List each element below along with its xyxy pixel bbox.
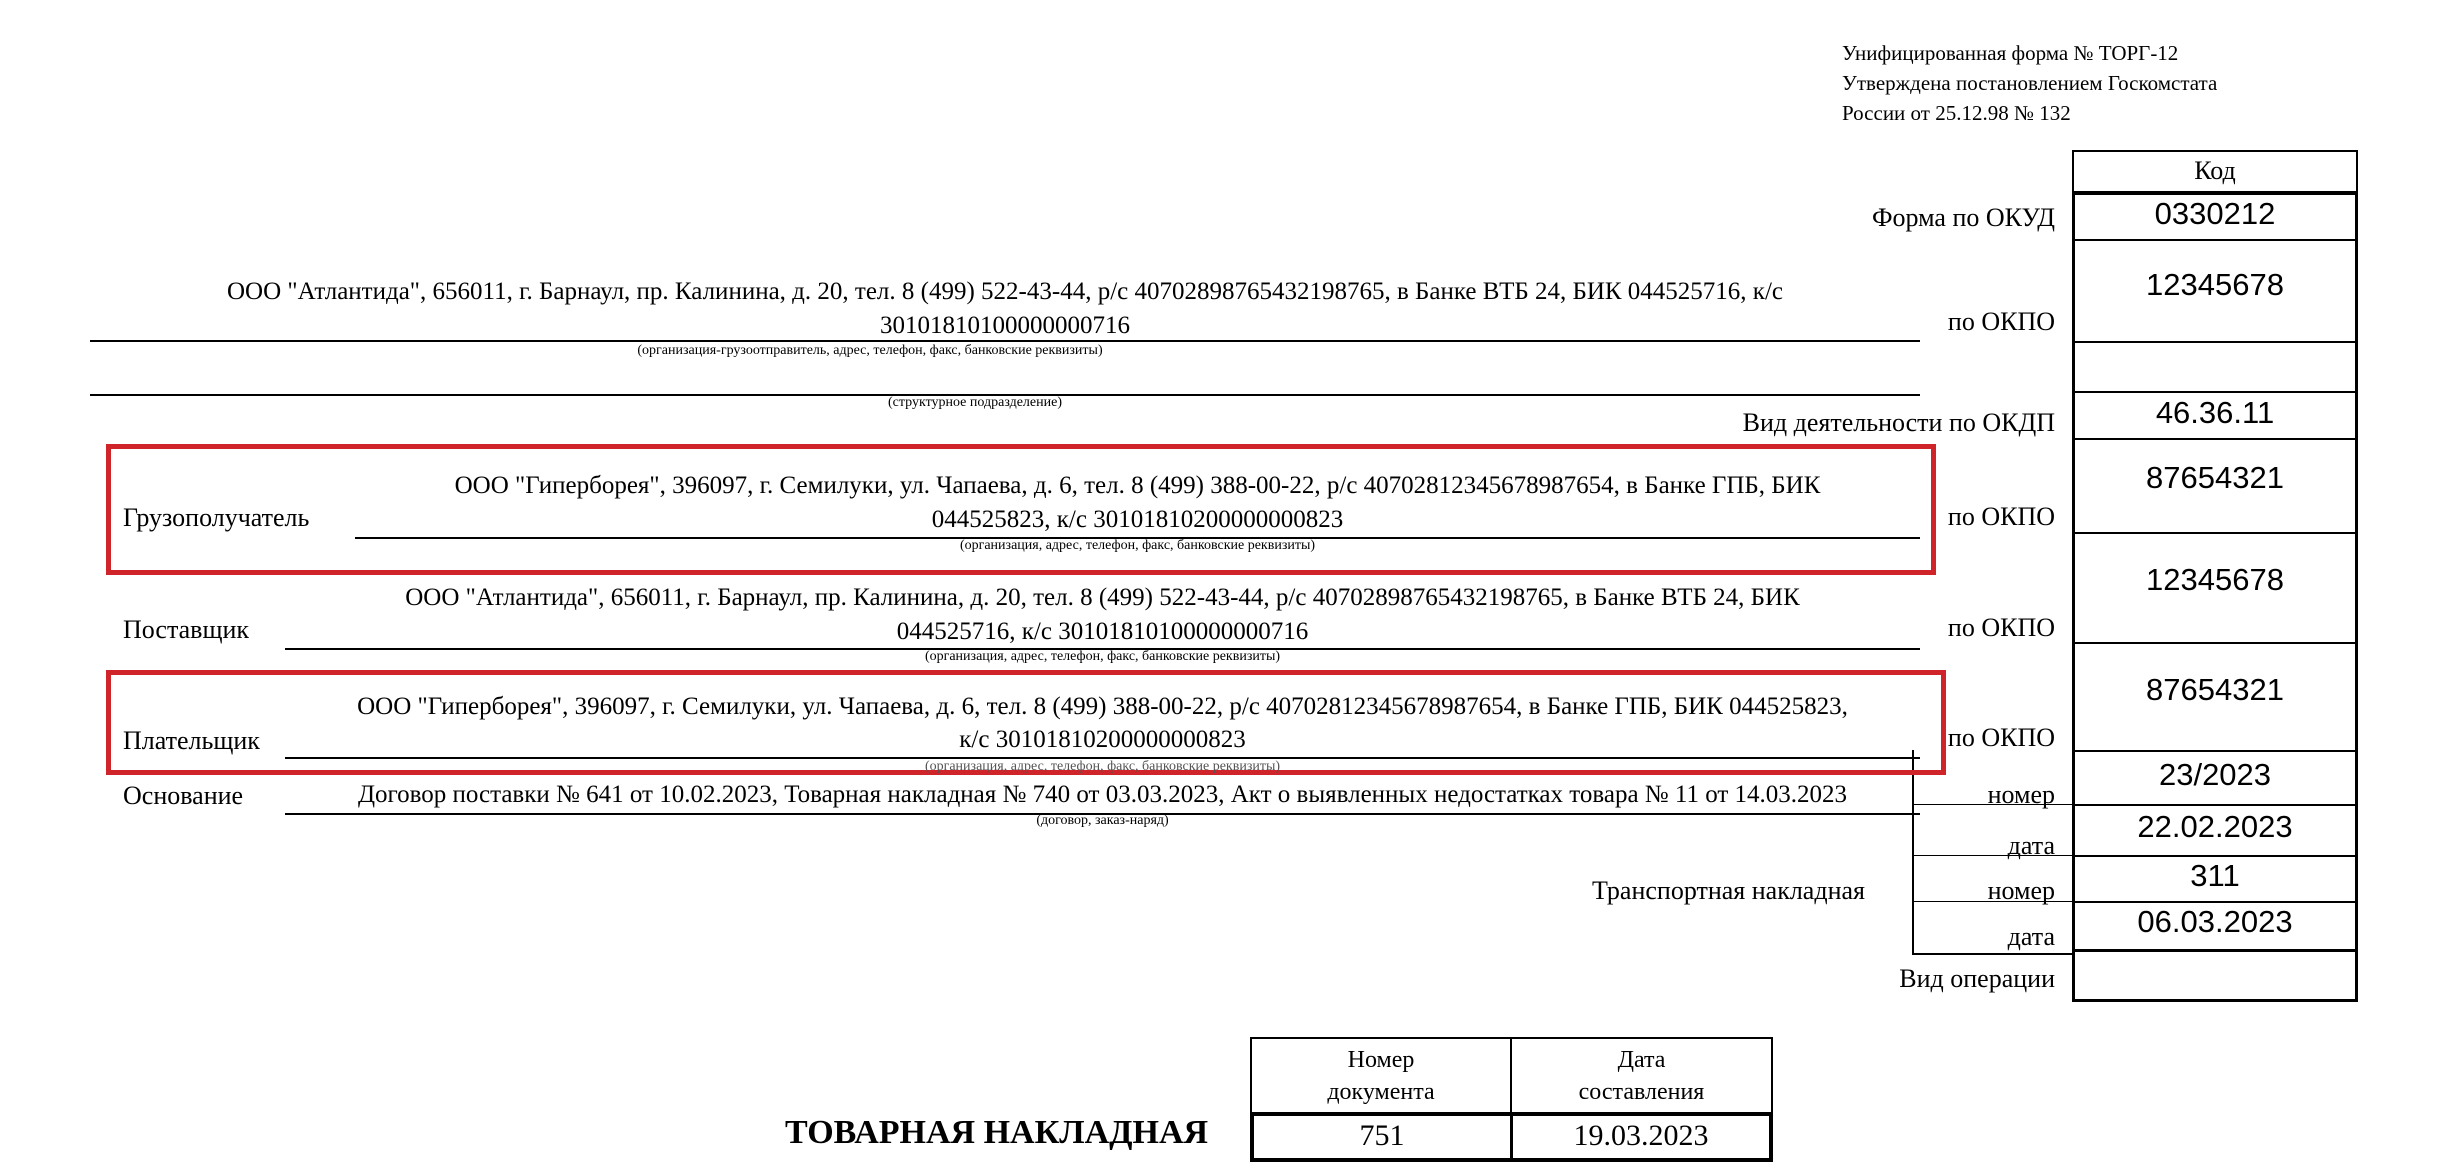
transport-date-code: 06.03.2023 bbox=[2075, 901, 2355, 949]
basis-caption: (договор, заказ-наряд) bbox=[1036, 813, 1169, 828]
document-number: 751 bbox=[1359, 1119, 1405, 1152]
document-table bbox=[1250, 1037, 1773, 1162]
consignee-line-1: ООО "Гиперборея", 396097, г. Семилуки, ул. Чапаева, д. 6, тел. 8 (499) 388-00-22, р/с 40702812345678987654, в Банке ГПБ, БИК bbox=[454, 472, 1821, 499]
basis-number-label: номер bbox=[1987, 780, 2055, 809]
supplier-caption: (организация, адрес, телефон, факс, банковские реквизиты) bbox=[924, 649, 1281, 664]
document-number-head: Номер документа bbox=[1327, 1046, 1435, 1105]
payer-line-2: к/с 30101810200000000823 bbox=[959, 726, 1246, 753]
document-date: 19.03.2023 bbox=[1573, 1119, 1709, 1152]
form-approval-date: России от 25.12.98 № 132 bbox=[1842, 101, 2071, 125]
okud-label: Форма по ОКУД bbox=[1872, 203, 2055, 232]
okpo-payer-code: 87654321 bbox=[2075, 642, 2355, 750]
form-name: Унифицированная форма № ТОРГ-12 bbox=[1842, 41, 2179, 65]
document-values-row bbox=[1250, 1112, 1773, 1162]
payer-line-1: ООО "Гиперборея", 396097, г. Семилуки, ул. Чапаева, д. 6, тел. 8 (499) 388-00-22, р/с 40702812345678987654, в Банке ГПБ, БИК 044525823, bbox=[357, 693, 1848, 720]
shipper-line-1: ООО "Атлантида", 656011, г. Барнаул, пр. Калинина, д. 20, тел. 8 (499) 522-43-44, р/с 40702898765432198765, в Банке ВТБ 24, БИК 044525716, к/с bbox=[227, 278, 1783, 305]
basis-date-code: 22.02.2023 bbox=[2075, 804, 2355, 855]
okpo-consignee-code: 87654321 bbox=[2075, 438, 2355, 532]
shipper-caption: (организация-грузоотправитель, адрес, телефон, факс, банковские реквизиты) bbox=[637, 343, 1103, 358]
okud-code: 0330212 bbox=[2075, 192, 2355, 239]
document-date-head: Дата составления bbox=[1578, 1046, 1705, 1105]
basis-number-code: 23/2023 bbox=[2075, 750, 2355, 804]
operation-type-code bbox=[2075, 949, 2355, 999]
okpo-shipper-label: по ОКПО bbox=[1947, 307, 2055, 336]
transport-number-label: номер bbox=[1987, 876, 2055, 905]
supplier-line-1: ООО "Атлантида", 656011, г. Барнаул, пр. Калинина, д. 20, тел. 8 (499) 522-43-44, р/с 40702898765432198765, в Банке ВТБ 24, БИК bbox=[405, 584, 1800, 611]
transport-date-label: дата bbox=[2007, 922, 2055, 951]
basis-label: Основание bbox=[123, 781, 244, 810]
okpo-shipper-code: 12345678 bbox=[2075, 239, 2355, 341]
document-title: ТОВАРНАЯ НАКЛАДНАЯ bbox=[785, 1114, 1209, 1151]
okpo-supplier-label: по ОКПО bbox=[1947, 613, 2055, 642]
shipper-underline bbox=[90, 340, 1920, 342]
code-column bbox=[2072, 192, 2358, 1002]
consignee-caption: (организация, адрес, телефон, факс, банковские реквизиты) bbox=[959, 538, 1316, 553]
payer-label: Плательщик bbox=[123, 726, 260, 755]
okpo-consignee-label: по ОКПО bbox=[1947, 502, 2055, 531]
consignee-label: Грузополучатель bbox=[123, 503, 310, 532]
okdp-code: 46.36.11 bbox=[2075, 391, 2355, 438]
code-header: Код bbox=[2072, 150, 2358, 193]
okdp-label: Вид деятельности по ОКДП bbox=[1742, 408, 2055, 437]
shipper-line-2: 30101810100000000716 bbox=[880, 312, 1130, 339]
basis-date-label: дата bbox=[2007, 831, 2055, 860]
form-approval: Утверждена постановлением Госкомстата bbox=[1842, 71, 2218, 95]
operation-label: Вид операции bbox=[1899, 964, 2055, 993]
basis-value: Договор поставки № 641 от 10.02.2023, Товарная накладная № 740 от 03.03.2023, Акт о выявленных недостатках товара № 11 от 14.03.2023 bbox=[357, 781, 1848, 808]
payer-caption: (организация, адрес, телефон, факс, банковские реквизиты) bbox=[924, 759, 1281, 774]
division-caption: (структурное подразделение) bbox=[887, 395, 1062, 410]
okpo-supplier-code: 12345678 bbox=[2075, 532, 2355, 642]
transport-number-code: 311 bbox=[2075, 855, 2355, 901]
transport-label: Транспортная накладная bbox=[1592, 876, 1865, 905]
supplier-label: Поставщик bbox=[123, 615, 250, 644]
okpo-payer-label: по ОКПО bbox=[1947, 723, 2055, 752]
division-code bbox=[2075, 341, 2355, 391]
supplier-line-2: 044525716, к/с 30101810100000000716 bbox=[896, 618, 1309, 645]
consignee-line-2: 044525823, к/с 30101810200000000823 bbox=[931, 506, 1344, 533]
